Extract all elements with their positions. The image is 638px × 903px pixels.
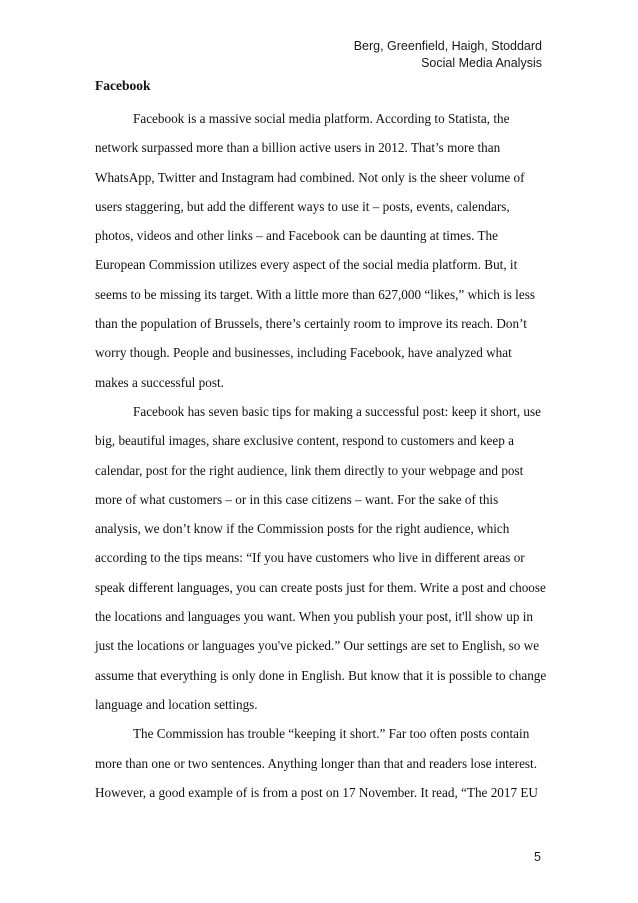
page-header xyxy=(354,38,542,72)
section-heading: Facebook xyxy=(95,78,151,93)
page-number: 5 xyxy=(534,850,541,864)
paragraph: Facebook has seven basic tips for making a successful post: keep it short, use big, beautiful images, share exclusive content, respond to customers and keep a calendar, post for the right audience, link them directly to your webpage and post more of what customers – or in this case citizens – want. For the sake of this analysis, we don’t know if the Commission posts for the right audience, which according to the tips means: “If you have customers who live in different areas or speak different languages, you can create posts just for them. Write a post and choose the locations and languages you want. When you publish your post, it'll show up in just the locations or languages you've picked.” Our settings are set to English, so we assume that everything is only done in English. But know that it is possible to change language and location settings. xyxy=(95,403,547,712)
paragraph: Facebook is a massive social media platform. According to Statista, the network surpassed more than a billion active users in 2012. That’s more than WhatsApp, Twitter and Instagram had combined. Not only is the sheer volume of users staggering, but add the different ways to use it – posts, events, calendars, photos, videos and other links – and Facebook can be daunting at times. The European Commission utilizes every aspect of the social media platform. But, it seems to be missing its target. With a little more than 627,000 “likes,” which is less than the population of Brussels, there’s certainly room to improve its reach. Don’t worry though. People and businesses, including Facebook, have analyzed what makes a successful post. xyxy=(95,111,535,390)
header-title: Social Media Analysis xyxy=(421,56,542,70)
header-authors: Berg, Greenfield, Haigh, Stoddard xyxy=(353,39,542,53)
body-text xyxy=(95,104,547,807)
paragraph: The Commission has trouble “keeping it short.” Far too often posts contain more than one or two sentences. Anything longer than that and readers lose interest. However, a good example of is from a post on 17 November. It read, “The 2017 EU xyxy=(95,726,538,800)
